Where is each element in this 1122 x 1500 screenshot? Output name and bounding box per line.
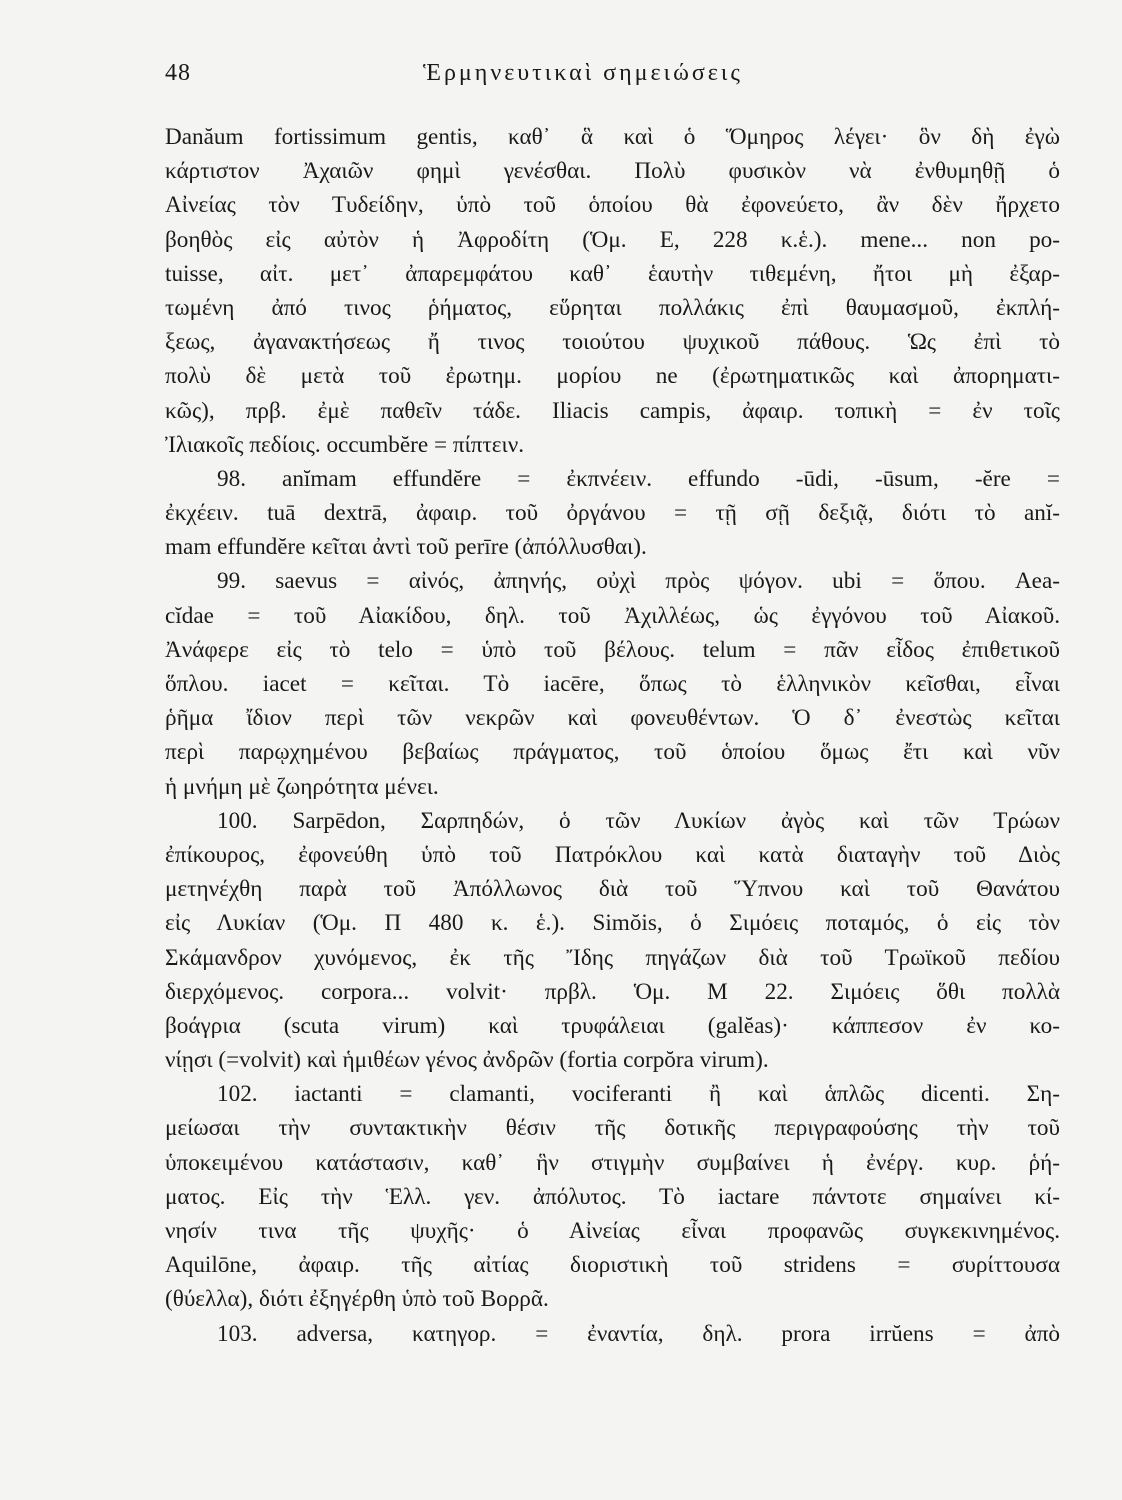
text-line: 99. saevus = αἰνός, ἀπηνής, οὐχὶ πρὸς ψόγον. ubi = ὅπου. Aea- [217,568,1060,595]
text-line: τωμένη ἀπό τινος ῥήματος, εὕρηται πολλάκις ἐπὶ θαυμασμοῦ, ἐκπλή- [165,294,1060,321]
text-line: Ἰλιακοῖς πεδίοις. occumbĕre = πίπτειν. [165,431,525,458]
text-line: 102. iactanti = clamanti, vociferanti ἢ καὶ ἁπλῶς dicenti. Ση- [217,1081,1060,1108]
text-line: ῥῆμα ἴδιον περὶ τῶν νεκρῶν καὶ φονευθέντων. Ὁ δ᾽ ἐνεστὼς κεῖται [165,705,1060,732]
text-line: ὑποκειμένου κατάστασιν, καθ᾽ ἣν στιγμὴν συμβαίνει ἡ ἐνέργ. κυρ. ῥή- [165,1149,1060,1176]
text-line: 103. adversa, κατηγορ. = ἐναντία, δηλ. prora irrŭens = ἀπὸ [217,1320,1060,1347]
text-line: 98. anĭmam effundĕre = ἐκπνέειν. effundo -ūdi, -ūsum, -ĕre = [217,465,1060,492]
text-line: βοηθὸς εἰς αὐτὸν ἡ Ἀφροδίτη (Ὁμ. Ε, 228 κ.ἑ.). mene... non po- [165,226,1060,253]
text-line: (θύελλα), διότι ἐξηγέρθη ὑπὸ τοῦ Βορρᾶ. [165,1286,549,1313]
page-number: 48 [165,60,191,86]
text-line: πολὺ δὲ μετὰ τοῦ ἐρωτημ. μορίου ne (ἐρωτηματικῶς καὶ ἀπορηματι- [165,363,1060,390]
text-line: βοάγρια (scuta virum) καὶ τρυφάλειαι (galĕas)· κάππεσον ἐν κο- [165,1012,1060,1039]
running-title: Ἑρμηνευτικαὶ σημειώσεις [423,60,743,86]
text-line: cĭdae = τοῦ Αἰακίδου, δηλ. τοῦ Ἀχιλλέως, ὡς ἐγγόνου τοῦ Αἰακοῦ. [165,602,1060,629]
text-line: Σκάμανδρον χυνόμενος, ἐκ τῆς Ἴδης πηγάζων διὰ τοῦ Τρωϊκοῦ πεδίου [165,944,1060,971]
text-line: tuisse, αἰτ. μετ᾽ ἀπαρεμφάτου καθ᾽ ἑαυτὴν τιθεμένη, ἤτοι μὴ ἐξαρ- [165,260,1060,287]
text-line: 100. Sarpēdon, Σαρπηδών, ὁ τῶν Λυκίων ἀγὸς καὶ τῶν Τρώων [217,807,1060,834]
text-line: ματος. Εἰς τὴν Ἑλλ. γεν. ἀπόλυτος. Τὸ iactare πάντοτε σημαίνει κί- [165,1183,1060,1210]
text-line: μείωσαι τὴν συντακτικὴν θέσιν τῆς δοτικῆς περιγραφούσης τὴν τοῦ [165,1115,1060,1142]
text-line: mam effundĕre κεῖται ἀντὶ τοῦ perīre (ἀπόλλυσθαι). [165,534,647,561]
text-line: ἐπίκουρος, ἐφονεύθη ὑπὸ τοῦ Πατρόκλου καὶ κατὰ διαταγὴν τοῦ Διὸς [165,841,1060,868]
text-line: Danăum fortissimum gentis, καθ᾽ ἃ καὶ ὁ Ὅμηρος λέγει· ὃν δὴ ἐγὼ [165,124,1060,150]
text-line: ξεως, ἀγανακτήσεως ἤ τινος τοιούτου ψυχικοῦ πάθους. Ὡς ἐπὶ τὸ [165,329,1060,356]
text-line: ὅπλου. iacet = κεῖται. Τὸ iacēre, ὅπως τὸ ἑλληνικὸν κεῖσθαι, εἶναι [165,671,1060,697]
text-line: ἡ μνήμη μὲ ζωηρότητα μένει. [165,773,439,800]
text-line: διερχόμενος. corpora... volvit· πρβλ. Ὁμ. Μ 22. Σιμόεις ὅθι πολλὰ [165,978,1060,1005]
text-line: Ἀνάφερε εἰς τὸ telo = ὑπὸ τοῦ βέλους. telum = πᾶν εἶδος ἐπιθετικοῦ [165,636,1060,663]
text-line: νίῃσι (=volvit) καὶ ἡμιθέων γένος ἀνδρῶν (fortia corpŏra virum). [165,1047,769,1074]
text-line: Αἰνείας τὸν Τυδείδην, ὑπὸ τοῦ ὁποίου θὰ ἐφονεύετο, ἂν δὲν ἤρχετο [165,192,1060,219]
text-line: νησίν τινα τῆς ψυχῆς· ὁ Αἰνείας εἶναι προφανῶς συγκεκινημένος. [165,1218,1060,1244]
text-line: κῶς), πρβ. ἐμὲ παθεῖν τάδε. Iliacis campis, ἀφαιρ. τοπικὴ = ἐν τοῖς [165,397,1060,424]
text-line: μετηνέχθη παρὰ τοῦ Ἀπόλλωνος διὰ τοῦ Ὕπνου καὶ τοῦ Θανάτου [165,876,1060,903]
page-header [165,60,1060,100]
text-line: ἐκχέειν. tuā dextrā, ἀφαιρ. τοῦ ὀργάνου = τῇ σῇ δεξιᾷ, διότι τὸ anĭ- [165,500,1060,527]
commentary-text [165,120,1060,1351]
text-line: κάρτιστον Ἀχαιῶν φημὶ γενέσθαι. Πολὺ φυσικὸν νὰ ἐνθυμηθῇ ὁ [165,158,1060,185]
text-line: εἰς Λυκίαν (Ὁμ. Π 480 κ. ἑ.). Simŏis, ὁ Σιμόεις ποταμός, ὁ εἰς τὸν [165,910,1060,937]
text-line: Aquilōne, ἀφαιρ. τῆς αἰτίας διοριστικὴ τοῦ stridens = συρίττουσα [165,1252,1060,1279]
text-line: περὶ παρῳχημένου βεβαίως πράγματος, τοῦ ὁποίου ὅμως ἔτι καὶ νῦν [165,739,1060,766]
